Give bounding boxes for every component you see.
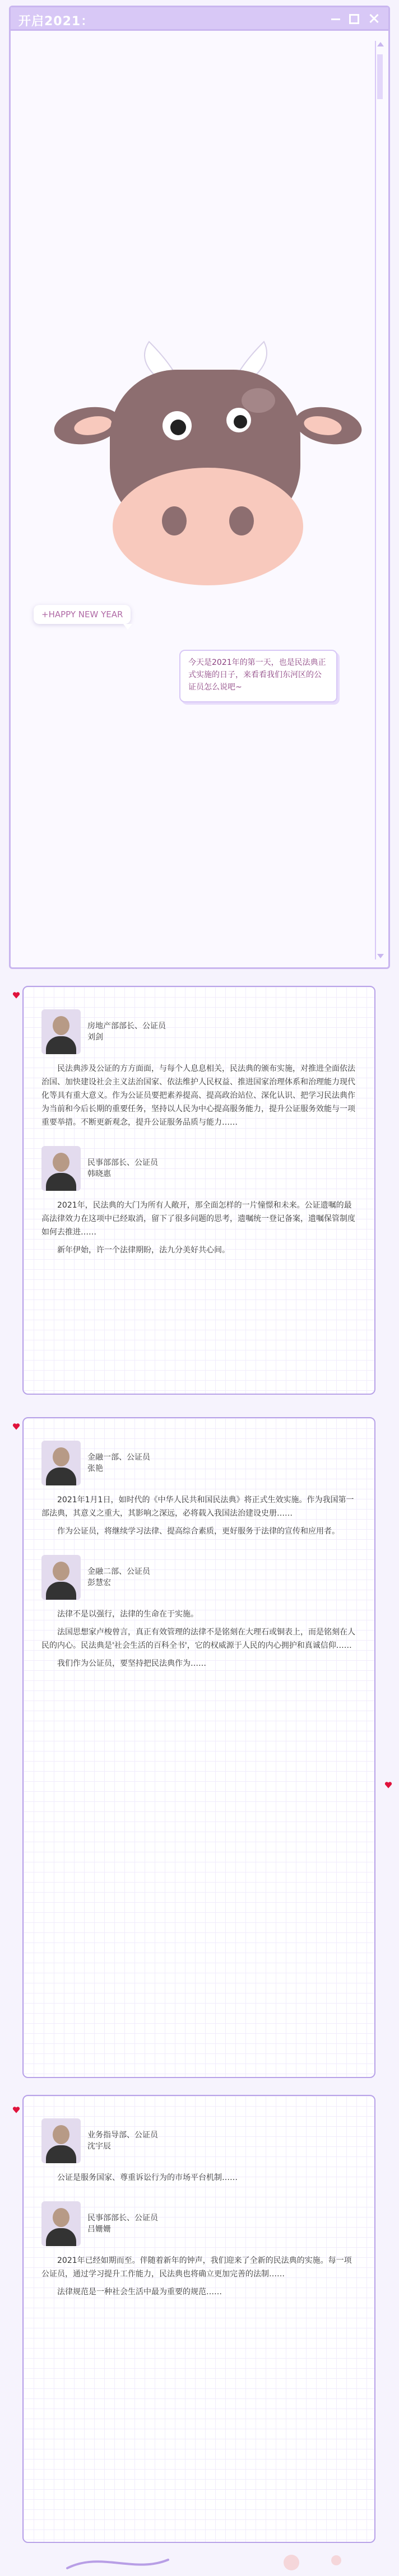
author-info (87, 1452, 150, 1474)
article-card (22, 986, 375, 1395)
author-name: 刘剑 (87, 1033, 103, 1042)
author (41, 1555, 356, 1600)
article-paragraph: 公证是服务国家、尊重诉讼行为的市场平台机制…… (57, 2173, 238, 2182)
author-info (87, 1157, 158, 1180)
article-paragraph: 法律规范是一种社会生活中最为重要的规范…… (57, 2288, 222, 2296)
author (41, 1441, 356, 1485)
author-info (87, 1566, 150, 1589)
article-paragraph: 新年伊始，许一个法律期盼，法九分美好共心间。 (57, 1246, 230, 1255)
author-info (87, 2130, 158, 2152)
author (41, 1009, 356, 1054)
article-paragraph: 法律不是以强行，法律的生命在于实施。 (57, 1610, 198, 1619)
author-name: 张艳 (87, 1464, 103, 1473)
author-role: 民事部部长、公证员 (87, 2214, 158, 2223)
happy-new-year-bubble: +HAPPY NEW YEAR (34, 605, 131, 624)
author-name: 韩晓惠 (87, 1170, 111, 1178)
article-paragraph: 民法典涉及公证的方方面面，与每个人息息相关，民法典的颁布实施，对推进全面依法治国、加快建设社会主义法治国家、依法维护人民权益、推进国家治理体系和治理能力现代化等具有重大意义。作为公证员要把素养提高、提高政治站位、深化认识、把学习民法典作为当前和今后长期的重要任务，坚持以人民为中心提高服务能力，提升公证服务效能与一项重要举措。不断更新观念，提升公证服务品质与能力…… (41, 1064, 355, 1127)
author (41, 2118, 356, 2163)
scroll-down-icon[interactable] (377, 954, 384, 958)
avatar (41, 1441, 81, 1485)
avatar (41, 1009, 81, 1054)
author (41, 2201, 356, 2246)
article-card (22, 2095, 375, 2543)
author-info (87, 1021, 166, 1043)
avatar (41, 2118, 81, 2163)
article-card (22, 1417, 375, 2078)
author-name: 吕姗姗 (87, 2225, 111, 2234)
author-role: 房地产部部长、公证员 (87, 1022, 166, 1031)
intro-message: 今天是2021年的第一天，也是民法典正式实施的日子，来看看我们东河区的公证员怎么说吧~ (179, 650, 337, 702)
heart-icon (384, 1781, 392, 1789)
author-name: 沈宇辰 (87, 2142, 111, 2151)
article-paragraph: 2021年，民法典的大门为所有人敞开，那全面怎样的一片憧憬和未来。公证遗嘱的最高法律效力在这项中已经取消，留下了很多问题的思考，遗嘱统一登记备案，遗嘱保管制度如何去推进…… (41, 1201, 355, 1237)
maximize-icon[interactable] (348, 13, 359, 24)
article-paragraph: 作为公证员，将继续学习法律、提高综合素质，更好服务于法律的宣传和应用者。 (57, 1527, 340, 1536)
heart-icon (12, 991, 20, 999)
author-role: 金融一部、公证员 (87, 1453, 150, 1462)
scrollbar[interactable] (375, 41, 384, 959)
heart-icon (12, 1423, 20, 1431)
article-paragraph: 法国思想家卢梭曾言，真正有效管理的法律不是铭刻在大理石或铜表上，而是铭刻在人民的内心。民法典是'社会生活的百科全书'，它的权威源于人民的内心拥护和真诚信仰…… (41, 1628, 355, 1650)
scroll-thumb[interactable] (377, 54, 383, 99)
window-titlebar (11, 7, 388, 31)
author-role: 金融二部、公证员 (87, 1567, 150, 1576)
avatar (41, 2201, 81, 2246)
avatar (41, 1555, 81, 1600)
cow-illustration (54, 336, 368, 594)
article-paragraph: 我们作为公证员，要坚持把民法典作为…… (57, 1659, 206, 1668)
author-role: 业务指导部、公证员 (87, 2131, 158, 2140)
author-name: 彭慧宏 (87, 1578, 111, 1587)
scroll-up-icon[interactable] (377, 42, 384, 46)
window-title: 开启2021： (18, 15, 94, 29)
avatar (41, 1146, 81, 1191)
article-paragraph: 2021年1月1日，如时代的《中华人民共和国民法典》将正式生效实施。作为我国第一部法典，其意义之重大，其影响之深远，必将载入我国法治建设史册…… (41, 1496, 354, 1518)
close-icon[interactable] (368, 13, 379, 24)
author (41, 1146, 356, 1191)
minimize-icon[interactable] (330, 13, 341, 24)
bottom-decoration (0, 2546, 399, 2576)
author-role: 民事部部长、公证员 (87, 1158, 158, 1167)
article-paragraph: 2021年已经如期而至。伴随着新年的钟声，我们迎来了全新的民法典的实施。每一项公证员，通过学习提升工作能力，民法典也将确立更加完善的法制…… (41, 2256, 352, 2279)
author-info (87, 2212, 158, 2235)
heart-icon (12, 2106, 20, 2114)
